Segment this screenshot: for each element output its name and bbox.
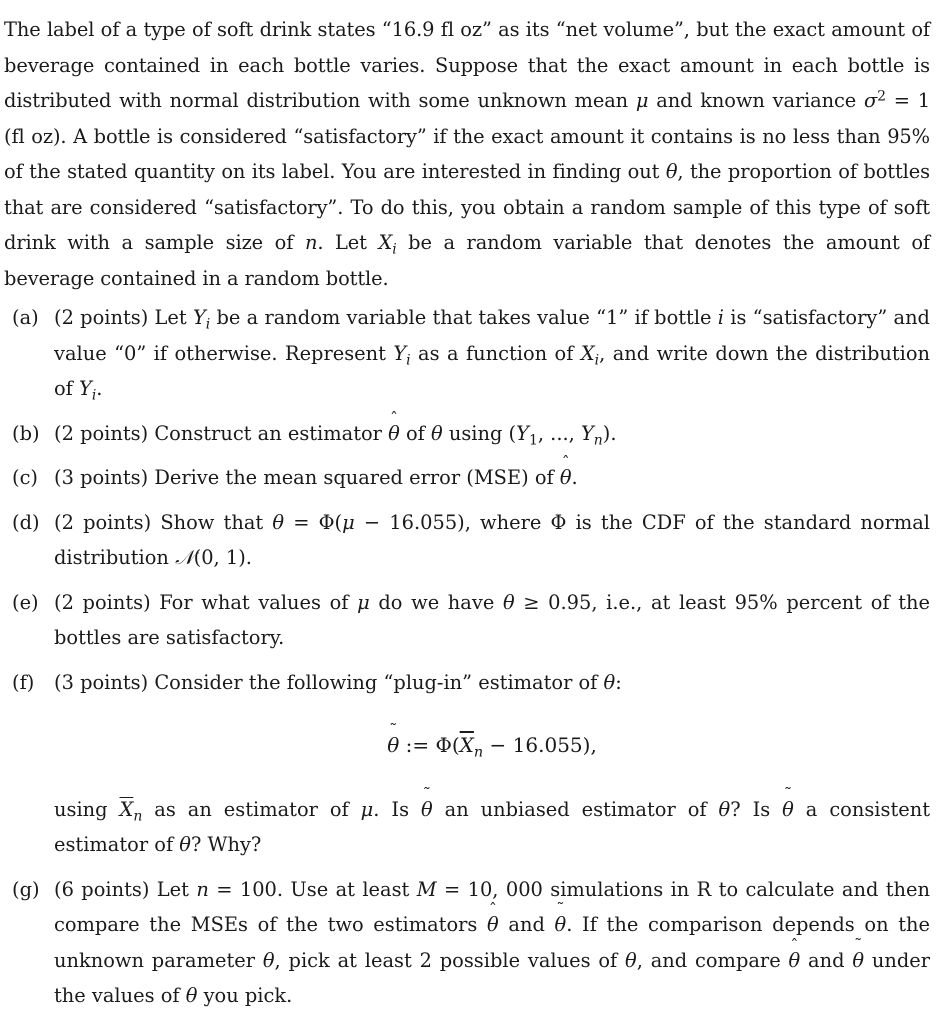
y-symbol: Y [79,377,92,400]
intro-text: be a random variable that denotes the amount of beverage contained in a random bottle. [4,231,930,290]
theta-tilde-symbol: ˜ θ [782,792,794,828]
i-symbol: i [717,306,724,329]
normal-dist-symbol: 𝒩 [175,546,194,569]
problem-intro [4,12,930,296]
part-f [4,665,930,863]
intro-text: = 1 (fl oz). A bottle is considered “satisfactory” if the exact amount it contains is no less than 95% of the stated quantity on its label. You are interested in finding out [4,89,930,183]
y-symbol: Y [393,341,407,365]
n-symbol: n [304,231,318,254]
part-text: do we have [369,590,503,614]
intro-text: and known variance [648,89,864,112]
part-text: and [800,948,853,972]
part-text: , ..., [537,421,581,445]
part-text: (2 points) For what values of [54,590,358,614]
x-bar-symbol: $\overline{X}$ [459,733,474,757]
part-label: (e) [12,590,39,614]
part-text: : [615,670,622,694]
mu-symbol: μ [635,89,649,112]
part-text: − 16.055), where Φ is the CDF of the standard normal distribution [54,510,930,569]
part-label: (f) [12,670,35,694]
subscript: i [392,241,397,258]
part-label: (b) [12,421,40,445]
theta-hat-symbol: ˆ θ [487,907,499,943]
part-text: ). [602,421,617,445]
theta-symbol: θ [185,984,198,1007]
part-text: = 10, 000 simulations in R to calculate and then compare the MSEs of the two estimators [54,877,931,936]
theta-hat-symbol: ˆ θ [789,943,801,979]
part-text: . [96,377,103,400]
part-text: and [498,913,555,936]
part-text: as an estimator of [142,797,361,821]
part-text: (2 points) Construct an estimator [54,421,389,445]
part-text: a consistent estimator of [54,797,930,856]
equation-text: := Φ( [399,733,460,757]
m-symbol: M [416,877,437,901]
part-text: as a function of [410,341,581,365]
part-text: . Is [373,797,421,821]
mu-symbol: μ [360,797,374,821]
intro-text: . Let [317,231,379,254]
part-text: (3 points) Derive the mean squared error (MSE) of [54,466,560,489]
part-label: (c) [12,466,38,489]
y-symbol: Y [516,421,529,445]
x-symbol: X [580,341,595,365]
subscript: i [205,316,211,333]
part-text: be a random variable that takes value “1” if bottle [210,306,718,329]
part-b [4,416,930,452]
theta-symbol: θ [262,948,275,972]
theta-tilde-symbol: ˜ θ [555,907,567,943]
theta-hat-symbol: ˆ θ [388,416,400,452]
part-text: using [54,797,120,821]
theta-symbol: θ [603,670,616,694]
theta-tilde-symbol: ˜ θ [421,792,433,828]
part-text: = Φ( [284,510,343,534]
part-text: ? Is [730,797,783,821]
x-bar-symbol: $\overline{X}$ [119,797,134,821]
part-a [4,300,930,407]
part-text: = 100. Use at least [208,877,417,901]
part-text: (3 points) Consider the following “plug-in” estimator of [54,670,604,694]
subscript: i [406,351,411,368]
part-text: , pick at least 2 possible values of [274,948,626,972]
x-symbol: X [378,231,393,254]
part-g [4,872,930,1014]
part-label: (a) [12,306,39,329]
part-d [4,505,930,576]
question-parts [4,300,930,1014]
theta-hat-symbol: ˆ θ [560,460,572,496]
part-text: . [571,466,578,489]
theta-symbol: θ [718,797,731,821]
part-text: (2 points) Let [54,306,193,329]
theta-tilde-symbol: ˜ θ [852,943,864,979]
theta-symbol: θ [431,421,443,445]
intro-text: , the proportion of bottles that are considered “satisfactory”. To do this, you obtain a random sample of this type of soft drink with a sample size of [4,160,930,254]
part-text: (2 points) Show that [54,510,273,534]
part-text: an unbiased estimator of [432,797,719,821]
part-text: (6 points) Let [54,877,197,901]
plugin-estimator-equation [54,728,930,764]
part-text: of [399,421,431,445]
mu-symbol: μ [342,510,355,534]
subscript: n [593,431,603,448]
part-text: ≥ 0.95, i.e., at least 95% percent of the bottles are satisfactory. [54,590,930,649]
subscript: 1 [528,431,538,448]
part-label: (g) [12,877,40,901]
part-text: using ( [442,421,517,445]
sigma-symbol: σ [864,89,878,112]
part-text: under the values of [54,948,930,1007]
subscript: n [133,807,143,824]
equation-text: − 16.055), [483,733,597,757]
theta-tilde-symbol: ˜ θ [387,728,399,764]
n-symbol: n [196,877,209,901]
y-symbol: Y [192,306,206,329]
theta-symbol: θ [665,160,678,183]
subscript: n [473,744,484,761]
part-label: (d) [12,510,40,534]
part-text: you pick. [197,984,293,1007]
part-text: ? Why? [190,833,262,856]
part-text: (0, 1). [193,546,252,569]
part-text: , and write down the distribution of [54,341,930,400]
theta-symbol: θ [502,590,515,614]
subscript: i [91,387,97,404]
mu-symbol: μ [357,590,370,614]
theta-symbol: θ [272,510,285,534]
part-text: , and compare [636,948,789,972]
part-e [4,585,930,656]
y-symbol: Y [580,421,594,445]
superscript: 2 [877,88,886,105]
theta-symbol: θ [179,833,191,856]
part-text: . If the comparison depends on the unknown parameter [54,913,931,972]
part-c [4,460,930,496]
subscript: i [594,351,600,368]
intro-text: The label of a type of soft drink states “16.9 fl oz” as its “net volume”, but the exact amount of beverage contained in each bottle varies. Suppose that the exact amount in each bottle is distributed with normal distribution with some unknown mean [4,18,930,112]
theta-symbol: θ [625,948,637,972]
part-text: is “satisfactory” and value “0” if otherwise. Represent [54,306,930,365]
